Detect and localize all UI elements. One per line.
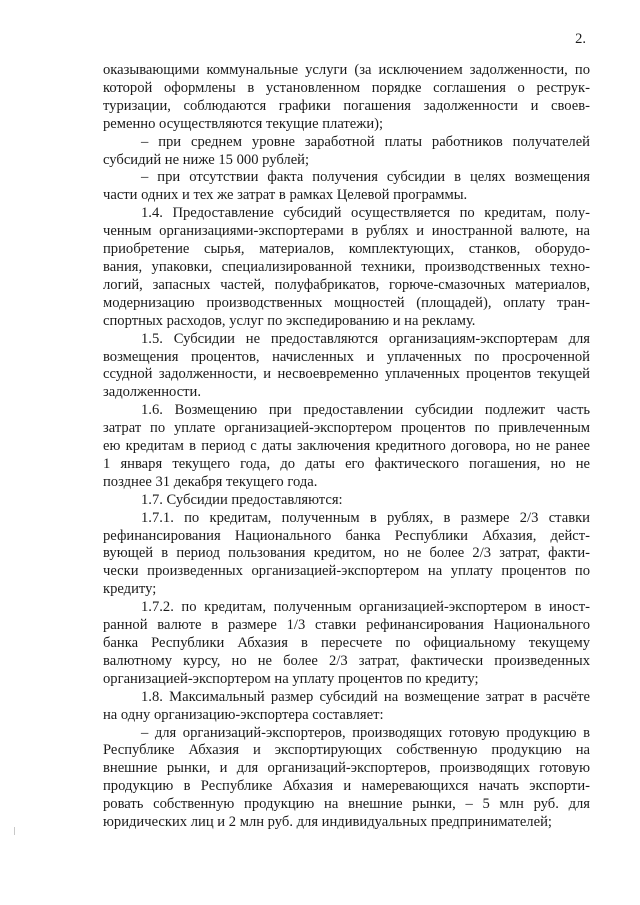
page-number: 2.	[575, 31, 586, 47]
text-line: вующей в период пользования кредитом, но не более 2/3 затрат, факти-	[103, 545, 590, 562]
text-line: 1.7.2. по кредитам, полученным организацией-экспортером в иност-	[141, 599, 590, 616]
text-line: ременно осуществляются текущие платежи);	[103, 115, 384, 132]
text-line: валютному курсу, но не более 2/3 затрат, фактически произведенных	[103, 652, 590, 669]
text-line: субсидий не ниже 15 000 рублей;	[103, 151, 310, 168]
text-line: Республике Абхазия и экспортирующих собственную продукцию на	[103, 742, 590, 759]
paragraph-1-8	[103, 689, 590, 725]
text-line: позднее 31 декабря текущего года.	[103, 473, 318, 490]
scan-mark	[14, 827, 15, 835]
text-line: модернизацию производственных мощностей (площадей), оплату тран-	[103, 294, 590, 311]
paragraph-1-5	[103, 331, 590, 403]
text-line: на одну организацию-экспортера составляет:	[103, 706, 384, 723]
text-line: ею кредитам в период с даты заключения кредитного договора, но не ранее	[103, 438, 590, 455]
text-line: 1.7. Субсидии предоставляются:	[141, 491, 343, 508]
text-line: 1.4. Предоставление субсидий осуществляется по кредитам, полу-	[141, 205, 590, 222]
text-line: части одних и тех же затрат в рамках Целевой программы.	[103, 187, 468, 204]
text-line: 1.7.1. по кредитам, полученным в рублях, в размере 2/3 ставки	[141, 509, 590, 526]
text-line: вания, упаковки, специализированной техники, производственных техно-	[103, 258, 590, 275]
text-line: – для организаций-экспортеров, производящих готовую продукцию в	[141, 724, 590, 741]
text-line: 1 января текущего года, до даты его фактического погашения, но не	[103, 455, 590, 472]
paragraph-1-6	[103, 402, 590, 492]
paragraph-continuation	[103, 62, 590, 134]
paragraph-1-7-2	[103, 599, 590, 689]
text-line: кредиту;	[103, 581, 157, 598]
text-line: 1.6. Возмещению при предоставлении субсидии подлежит часть	[141, 402, 590, 419]
text-line: логий, запасных частей, полуфабрикатов, горюче-смазочных материалов,	[103, 276, 590, 293]
paragraph-no-duplicate-subsidy	[103, 169, 590, 205]
paragraph-1-7-1	[103, 510, 590, 600]
paragraph-1-4	[103, 205, 590, 330]
text-line: 1.8. Максимальный размер субсидий на возмещение затрат в расчёте	[141, 688, 590, 705]
paragraph-1-7	[103, 492, 590, 510]
text-line: банка Республики Абхазия в пересчете по официальному текущему	[103, 635, 590, 651]
text-line: которой оформлены в установленном порядке соглашения о реструк-	[103, 79, 590, 96]
text-line: ровать собственную продукцию на внешние рынки, – 5 млн руб. для	[103, 796, 590, 813]
text-line: спортных расходов, услуг по экспедированию и на рекламу.	[103, 312, 476, 329]
text-line: продукцию в Республике Абхазия и намеревающихся начать экспорти-	[103, 778, 590, 795]
text-line: приобретение сырья, материалов, комплектующих, станков, оборудо-	[103, 241, 590, 258]
text-line: внешние рынки, и для организаций-экспортеров, производящих готовую	[103, 760, 590, 777]
text-line: чески произведенных организацией-экспортером на уплату процентов по	[103, 563, 590, 580]
text-line: 1.5. Субсидии не предоставляются организациям-экспортерам для	[141, 330, 590, 347]
text-line: туризации, соблюдаются графики погашения задолженности и своев-	[103, 97, 590, 114]
text-line: задолженности.	[103, 384, 202, 401]
text-line: ченным организациями-экспортерами в рублях и иностранной валюте, на	[103, 223, 590, 240]
paragraph-salary-condition	[103, 134, 590, 170]
text-line: ссудной задолженности, и несвоевременно уплаченных процентов текущей	[103, 366, 590, 383]
paragraph-max-subsidy-exporters	[103, 725, 590, 832]
text-line: – при среднем уровне заработной платы работников получателей	[141, 133, 590, 150]
text-line: оказывающими коммунальные услуги (за исключением задолженности, по	[103, 62, 590, 78]
text-line: возмещения процентов, начисленных и уплаченных по просроченной	[103, 348, 590, 365]
text-line: – при отсутствии факта получения субсидии в целях возмещения	[141, 169, 590, 186]
document-body	[103, 62, 590, 832]
text-line: рефинансирования Национального банка Республики Абхазия, дейст-	[103, 527, 590, 544]
text-line: юридических лиц и 2 млн руб. для индивидуальных предпринимателей;	[103, 814, 552, 831]
text-line: ранной валюте в размере 1/3 ставки рефинансирования Национального	[103, 617, 590, 634]
text-line: организацией-экспортером на уплату процентов по кредиту;	[103, 670, 479, 687]
text-line: затрат по уплате организацией-экспортером процентов по привлеченным	[103, 420, 590, 437]
